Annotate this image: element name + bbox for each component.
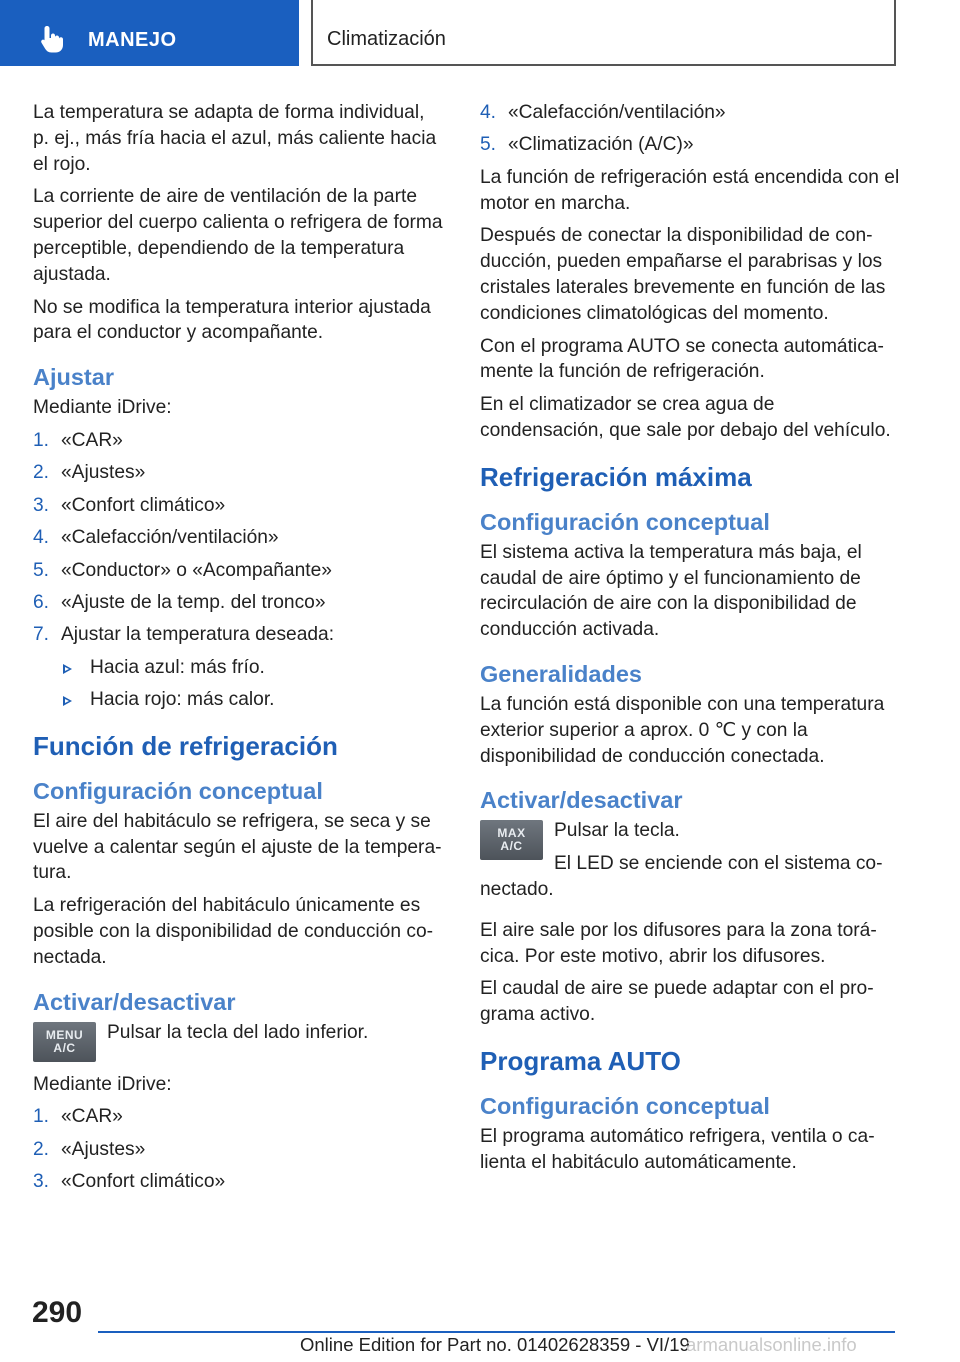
chapter-tab <box>0 0 299 66</box>
list-item <box>33 655 445 681</box>
step-number: 1. <box>33 429 50 451</box>
heading-configuracion: Configuración conceptual <box>480 1092 770 1119</box>
step-number: 2. <box>33 1138 50 1160</box>
paragraph: La refrigeración del habitáculo únicamente es posible con la disponibilidad de conducción conectada. <box>33 895 434 968</box>
paragraph: No se modifica la temperatura interior ajustada para el conductor y acompañante. <box>33 296 431 344</box>
step-number: 6. <box>33 591 50 613</box>
watermark: armanualsonline.info <box>686 1334 857 1355</box>
button-line: A/C <box>53 1040 76 1055</box>
max-ac-button-icon <box>480 820 543 860</box>
ajustar-steps <box>33 428 445 648</box>
list-item <box>33 1137 445 1163</box>
step-text: «CAR» <box>61 429 123 451</box>
list-item <box>33 460 445 486</box>
step-text: «Calefacción/ventilación» <box>508 102 726 123</box>
list-item <box>480 100 900 126</box>
step-number: 3. <box>33 1171 50 1193</box>
left-column <box>33 100 445 1202</box>
step-text: «Confort climático» <box>61 1171 226 1193</box>
page-header <box>0 0 960 66</box>
paragraph: La corriente de aire de ventilación de la parte superior del cuerpo calienta o refrigera de forma perceptible, dependiendo de la temperatura ajustada. <box>33 186 443 285</box>
list-item <box>33 525 445 551</box>
footer-divider <box>98 1331 895 1333</box>
list-item <box>33 687 445 713</box>
button-instruction <box>480 818 900 909</box>
step-number: 7. <box>33 624 50 646</box>
paragraph: El LED se enciende con el sistema conectado. <box>480 853 883 900</box>
step-number: 5. <box>33 559 50 581</box>
paragraph: Después de conectar la disponibilidad de conducción, pueden empañarse el parabrisas y los cristales laterales brevemente en función de las condiciones climatológicas del momento. <box>480 225 886 324</box>
paragraph: En el climatizador se crea agua de condensación, que sale por debajo del vehículo. <box>480 394 891 441</box>
list-item <box>33 558 445 584</box>
list-item <box>33 493 445 519</box>
step-number: 3. <box>33 494 50 516</box>
paragraph: La función de refrigeración está encendida con el motor en marcha. <box>480 166 900 214</box>
heading-configuracion: Configuración conceptual <box>33 777 323 804</box>
paragraph: Con el programa AUTO se conecta automáticamente la función de refrigeración. <box>480 335 884 383</box>
subitem-text: Hacia rojo: más calor. <box>90 689 275 711</box>
button-instruction <box>33 1020 445 1064</box>
step-number: 1. <box>33 1106 50 1128</box>
paragraph: El aire del habitáculo se refrigera, se seca y se vuelve a calentar según el ajuste de la temperatura. <box>33 810 442 884</box>
triangle-bullet-icon <box>63 664 72 674</box>
button-line: MENU <box>45 1027 84 1042</box>
continued-steps <box>480 100 900 158</box>
right-column <box>480 100 900 1183</box>
section-box <box>311 0 896 66</box>
heading-refrigeracion-maxima: Refrigeración máxima <box>480 461 752 492</box>
paragraph: El sistema activa la temperatura más baja, el caudal de aire óptimo y el funcionamiento de recirculación de aire con la disponibilidad de conducción activada. <box>480 541 862 641</box>
page-number: 290 <box>32 1296 83 1329</box>
step-text: «Ajustes» <box>61 1138 146 1160</box>
heading-generalidades: Generalidades <box>480 660 642 687</box>
list-item <box>33 1169 445 1195</box>
list-item <box>33 622 445 648</box>
step-number: 5. <box>480 134 497 156</box>
hand-icon <box>38 24 68 54</box>
section-title: Climatización <box>327 28 446 50</box>
paragraph: Mediante iDrive: <box>33 397 172 419</box>
paragraph: El aire sale por los difusores para la zona torácica. Por este motivo, abrir los difusores. <box>480 919 877 967</box>
heading-configuracion: Configuración conceptual <box>480 508 770 535</box>
menu-ac-button-icon <box>33 1022 96 1062</box>
list-item <box>33 590 445 616</box>
paragraph: Mediante iDrive: <box>33 1073 172 1095</box>
step-text: «Conductor» o «Acompañante» <box>61 559 332 581</box>
heading-activar-desactivar: Activar/desactivar <box>33 988 236 1015</box>
paragraph: El programa automático refrigera, ventila o calienta el habitáculo automáticamente. <box>480 1125 875 1173</box>
ajustar-subitems <box>33 655 445 713</box>
heading-funcion-refrigeracion: Función de refrigeración <box>33 730 338 761</box>
paragraph: Pulsar la tecla del lado inferior. <box>107 1021 369 1043</box>
paragraph: La temperatura se adapta de forma individual, p. ej., más fría hacia el azul, más caliente hacia el rojo. <box>33 102 437 175</box>
subitem-text: Hacia azul: más frío. <box>90 656 265 678</box>
step-text: «CAR» <box>61 1106 123 1128</box>
step-number: 2. <box>33 462 50 484</box>
list-item <box>33 428 445 454</box>
edition-text: Online Edition for Part no. 01402628359 - VI/19 <box>300 1334 690 1355</box>
paragraph: El caudal de aire se puede adaptar con el programa activo. <box>480 978 874 1026</box>
chapter-title: MANEJO <box>88 29 177 51</box>
step-text: «Ajuste de la temp. del tronco» <box>61 591 326 613</box>
step-text: «Confort climático» <box>61 494 226 516</box>
list-item <box>480 132 900 158</box>
heading-programa-auto: Programa AUTO <box>480 1045 681 1076</box>
paragraph: La función está disponible con una temperatura exterior superior a aprox. 0 ℃ y con la disponibilidad de conducción conectada. <box>480 693 885 767</box>
triangle-bullet-icon <box>63 696 72 706</box>
heading-ajustar: Ajustar <box>33 364 114 391</box>
step-text: «Calefacción/ventilación» <box>61 527 279 549</box>
step-text: «Climatización (A/C)» <box>508 134 694 156</box>
button-line: A/C <box>500 839 523 854</box>
step-text: «Ajustes» <box>61 462 146 484</box>
step-text: Ajustar la temperatura deseada: <box>61 624 335 646</box>
funcion-steps <box>33 1104 445 1195</box>
step-number: 4. <box>480 102 497 123</box>
heading-activar-desactivar: Activar/desactivar <box>480 787 683 814</box>
step-number: 4. <box>33 527 50 549</box>
paragraph: Pulsar la tecla. <box>554 820 680 842</box>
list-item <box>33 1104 445 1130</box>
button-line: MAX <box>497 826 526 841</box>
